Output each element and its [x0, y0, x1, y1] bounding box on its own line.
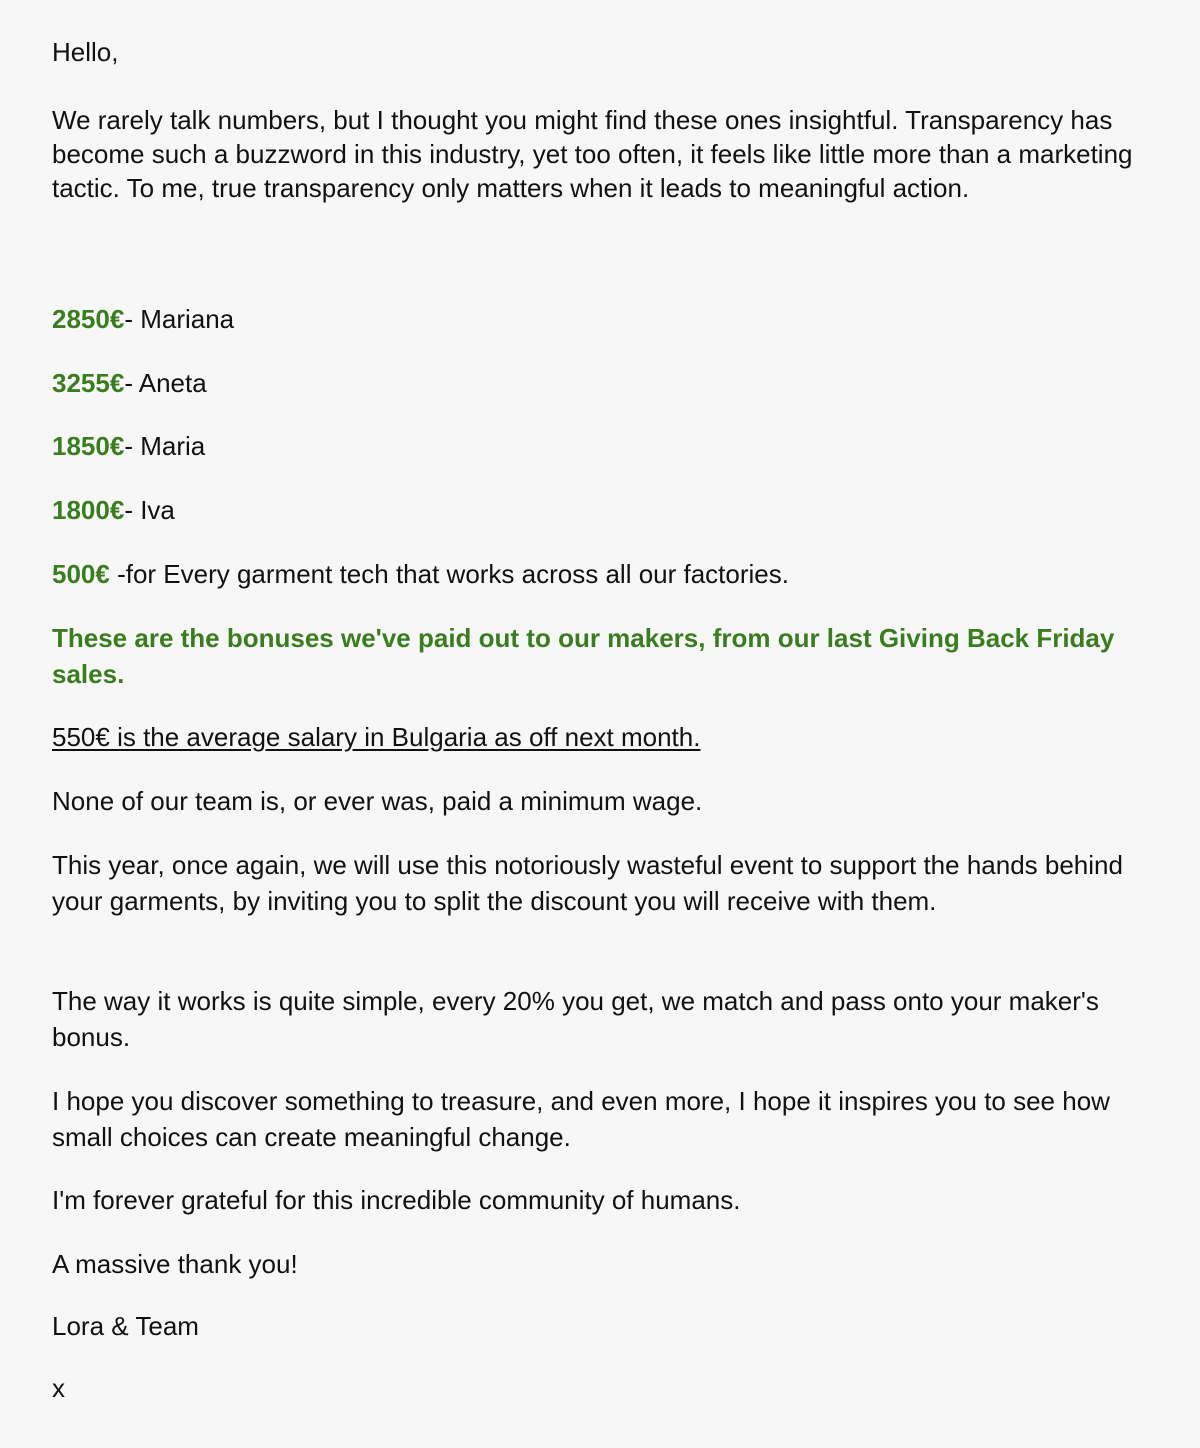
bonus-summary: These are the bonuses we've paid out to our makers, from our last Giving Back Friday sales.	[52, 623, 1115, 689]
this-year-paragraph: This year, once again, we will use this notoriously wasteful event to support the hands behind your garments, by inviting you to split the discount you will receive with them.	[52, 850, 1123, 916]
bonus-amount: 500€	[52, 559, 110, 589]
grateful-paragraph: I'm forever grateful for this incredible community of humans.	[52, 1185, 741, 1215]
greeting: Hello,	[52, 37, 119, 67]
bonus-recipient: - Aneta	[124, 368, 207, 398]
signature: Lora & Team	[52, 1311, 199, 1341]
bonus-amount: 1850€	[52, 431, 125, 461]
thank-you-line: A massive thank you!	[52, 1249, 298, 1279]
intro-paragraph: We rarely talk numbers, but I thought you might find these ones insightful. Transparency has become such a buzzword in this industry, yet too often, it feels like little more than a marketing tactic. To me, true transparency only matters when it leads to meaningful action.	[52, 105, 1133, 203]
bonus-amount: 1800€	[52, 495, 125, 525]
minimum-wage-paragraph: None of our team is, or ever was, paid a minimum wage.	[52, 786, 703, 816]
bonus-recipient: -for Every garment tech that works across all our factories.	[109, 559, 789, 589]
average-salary-note	[52, 719, 1140, 755]
bonus-recipient: - Iva	[124, 495, 175, 525]
bonus-amount: 3255€	[52, 368, 125, 398]
bonus-line-mariana	[52, 301, 1140, 337]
average-salary-text: 550€ is the average salary in Bulgaria as off next month.	[52, 722, 701, 752]
bonus-recipient: - Maria	[124, 431, 206, 461]
bonus-amount: 2850€	[52, 304, 125, 334]
bonus-line-garment-techs	[52, 556, 1140, 592]
sign-off: x	[52, 1373, 65, 1403]
hope-paragraph: I hope you discover something to treasure, and even more, I hope it inspires you to see how small choices can create meaningful change.	[52, 1086, 1110, 1152]
bonus-line-iva	[52, 492, 1140, 528]
bonus-line-maria	[52, 428, 1140, 464]
bonus-line-aneta	[52, 365, 1140, 401]
how-it-works-paragraph: The way it works is quite simple, every 20% you get, we match and pass onto your maker's bonus.	[52, 986, 1099, 1052]
bonus-recipient: - Mariana	[124, 304, 235, 334]
